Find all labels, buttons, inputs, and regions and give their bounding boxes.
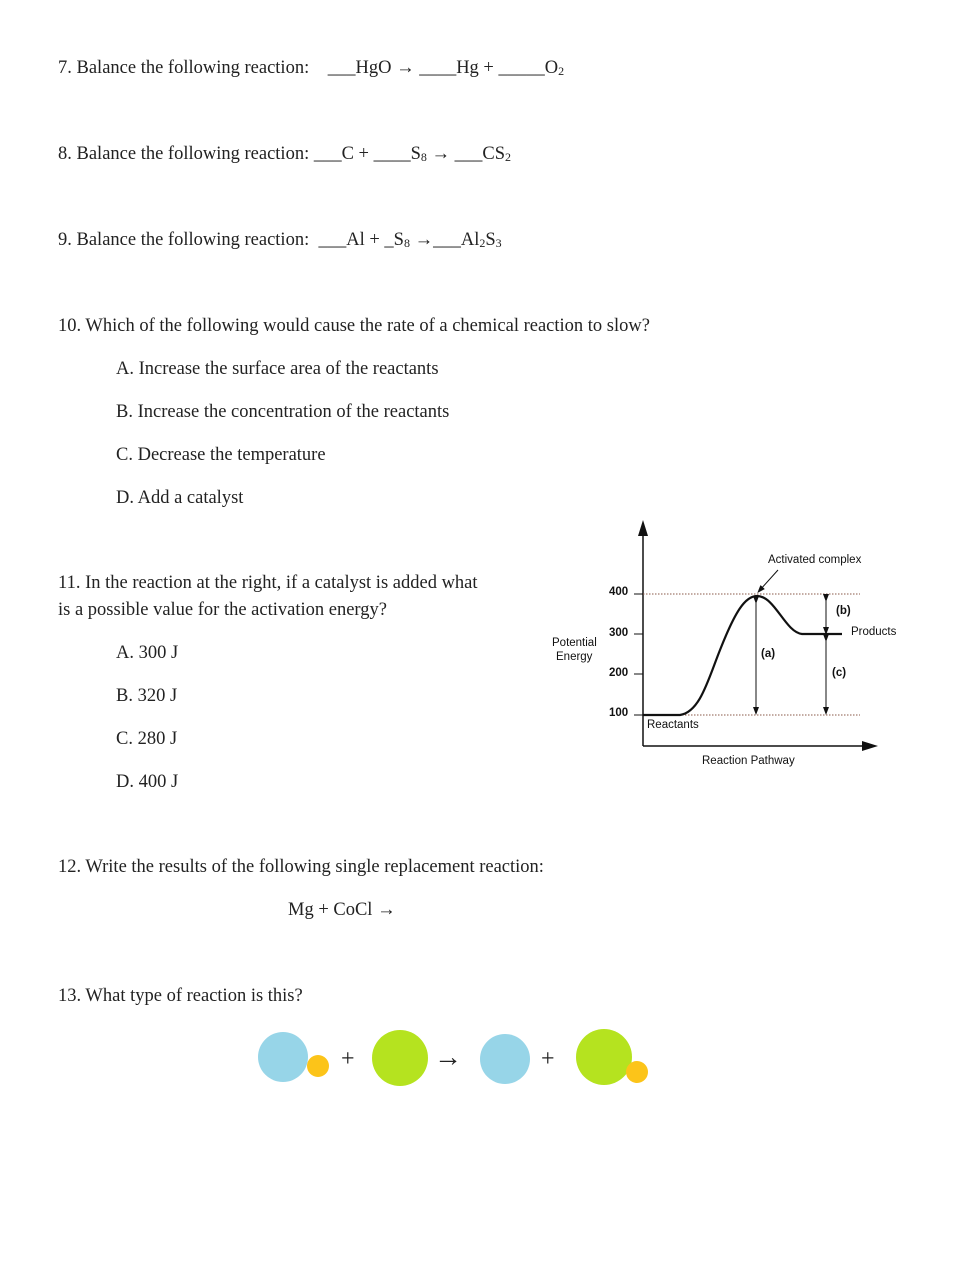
y-ticks [634, 594, 643, 715]
label-c: (c) [832, 667, 847, 679]
tick-label-300: 300 [609, 627, 629, 639]
question-11-prompt-line2: is a possible value for the activation energy? [58, 600, 387, 620]
question-11-option-d: D. 400 J [116, 772, 179, 792]
question-9-prompt: 9. Balance the following reaction: [58, 230, 310, 250]
question-11-option-a: A. 300 J [116, 643, 179, 663]
green-atom [576, 1029, 632, 1085]
green-atom [372, 1030, 428, 1086]
question-9-equation: ___Al + $\_S_8$ $\to\_\_\_Al_2S_3$ [318, 230, 502, 250]
yellow-atom [626, 1061, 648, 1083]
y-axis-arrow-icon [638, 520, 648, 536]
x-axis-arrow-icon [862, 741, 878, 751]
x-axis-label: Reaction Pathway [702, 755, 795, 767]
activated-complex-label: Activated complex [768, 554, 862, 566]
question-10-option-b: B. Increase the concentration of the reactants [116, 402, 450, 422]
y-axis-label-2: Energy [556, 651, 593, 663]
tick-label-200: 200 [609, 667, 629, 679]
question-10-prompt: 10. Which of the following would cause the rate of a chemical reaction to slow? [58, 316, 650, 336]
question-11-option-c: C. 280 J [116, 729, 178, 749]
question-10-option-d: D. Add a catalyst [116, 488, 244, 508]
reactants-label: Reactants [647, 719, 699, 731]
question-12-equation: Mg + CoCl → [288, 900, 396, 920]
blue-atom [258, 1032, 308, 1082]
tick-label-100: 100 [609, 707, 629, 719]
question-11-option-b: B. 320 J [116, 686, 178, 706]
question-12-prompt: 12. Write the results of the following single replacement reaction: [58, 857, 544, 877]
question-11-prompt-line1: 11. In the reaction at the right, if a catalyst is added what [58, 573, 478, 593]
question-13-prompt: 13. What type of reaction is this? [58, 986, 303, 1006]
question-7-prompt: 7. Balance the following reaction: [58, 58, 310, 78]
question-10-option-a: A. Increase the surface area of the reactants [116, 359, 439, 379]
question-8-prompt: 8. Balance the following reaction: [58, 144, 310, 164]
question-10-option-c: C. Decrease the temperature [116, 445, 326, 465]
y-axis-label-1: Potential [552, 637, 597, 649]
blue-atom [480, 1034, 530, 1084]
plus-sign: + [541, 1046, 555, 1072]
activated-complex-pointer [760, 570, 778, 590]
plus-sign: + [341, 1046, 355, 1072]
question-7-equation: ___HgO → ____Hg + $\_\_\_\_\_O_2$ [327, 58, 565, 78]
yellow-atom [307, 1055, 329, 1077]
label-b: (b) [836, 605, 851, 617]
tick-label-400: 400 [609, 586, 629, 598]
products-label: Products [851, 626, 897, 638]
question-8-equation: ___C + $\_\_\_\_S_8$ → $\_\_\_CS_2$ [313, 144, 512, 164]
reaction-arrow-icon: → [434, 1042, 462, 1073]
energy-curve [643, 596, 842, 715]
label-a: (a) [761, 648, 776, 660]
